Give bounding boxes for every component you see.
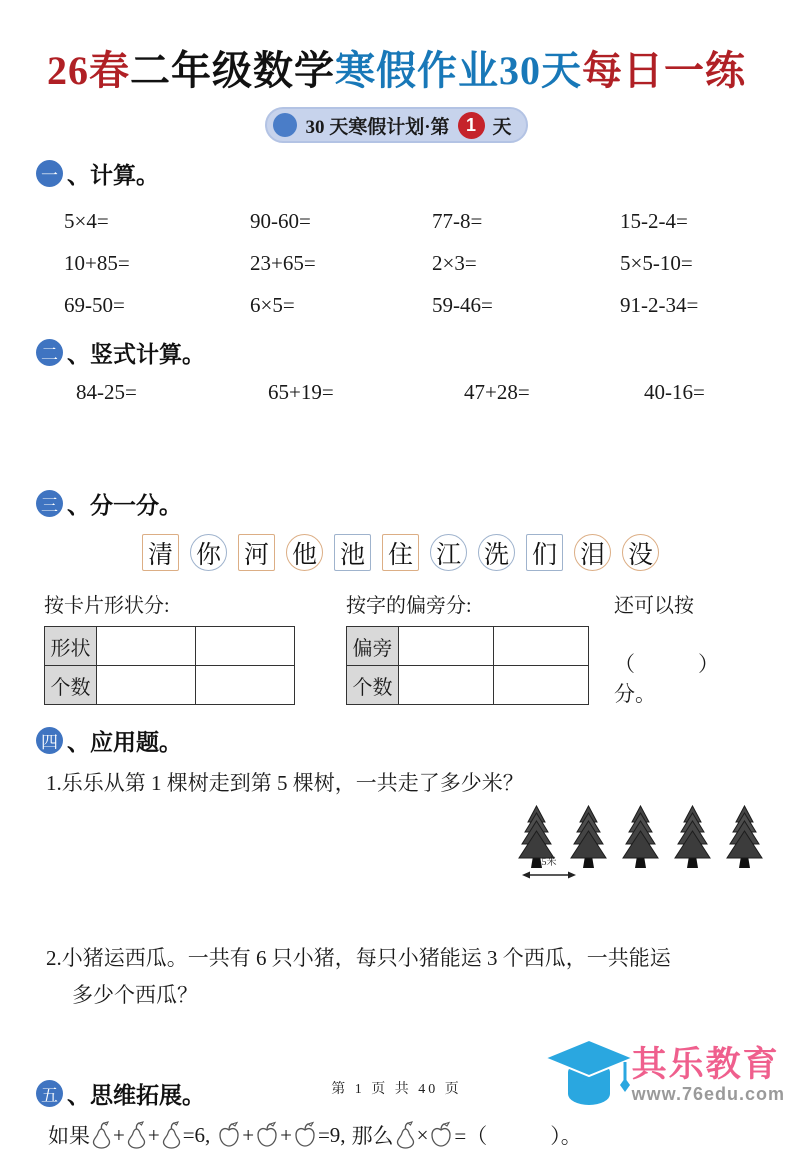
section-title: 、竖式计算。 bbox=[67, 342, 205, 367]
apple-icon bbox=[429, 1121, 453, 1149]
section-title: 、思维拓展。 bbox=[67, 1083, 205, 1109]
vertical-problem: 65+19= bbox=[268, 379, 334, 404]
trees-illustration bbox=[0, 802, 793, 898]
vertical-problem: 40-16= bbox=[644, 379, 705, 404]
card-char: 泪 bbox=[579, 541, 605, 569]
calc-problem: 5×5-10= bbox=[620, 250, 693, 275]
graduation-cap-icon bbox=[538, 1032, 638, 1120]
question-2 bbox=[46, 940, 793, 1014]
apple-icon bbox=[293, 1121, 317, 1149]
char-card bbox=[478, 534, 515, 571]
tree-distance-annotation bbox=[521, 858, 577, 886]
pear-icon bbox=[395, 1121, 416, 1149]
expr-text: =9, bbox=[317, 1122, 346, 1147]
calc-problem: 5×4= bbox=[64, 208, 109, 233]
char-card bbox=[526, 534, 563, 571]
question-2-line1: 2.小猪运西瓜。一共有 6 只小猪，每只小猪能运 3 个西瓜，一共能运 bbox=[46, 945, 671, 970]
calc-problem: 90-60= bbox=[250, 208, 311, 233]
radical-table-label: 按字的偏旁分: bbox=[346, 595, 472, 617]
plan-banner bbox=[265, 107, 527, 143]
radical-table-blank-cell bbox=[494, 627, 589, 666]
char-card bbox=[382, 534, 419, 571]
radical-table-blank-cell bbox=[399, 666, 494, 705]
calc-problem: 91-2-34= bbox=[620, 292, 699, 317]
radical-table-row2-header: 个数 bbox=[347, 666, 399, 705]
thinking-expression bbox=[48, 1120, 793, 1150]
expr-text: × bbox=[416, 1122, 429, 1147]
expr-text: + bbox=[242, 1122, 255, 1147]
card-char: 池 bbox=[339, 541, 365, 569]
expr-text: + bbox=[280, 1122, 292, 1147]
expr-text: =（ ）。 bbox=[454, 1124, 582, 1149]
card-char: 江 bbox=[435, 541, 461, 569]
card-char: 没 bbox=[627, 541, 653, 569]
shape-table-row2-header: 个数 bbox=[45, 666, 97, 705]
calc-problem: 77-8= bbox=[432, 208, 483, 233]
shape-table-blank-cell bbox=[196, 666, 295, 705]
apple-icon bbox=[255, 1121, 279, 1149]
char-card bbox=[238, 534, 275, 571]
sorting-tables-row bbox=[44, 589, 793, 708]
pine-tree-icon bbox=[618, 804, 663, 874]
pear-icon bbox=[91, 1121, 112, 1149]
char-card bbox=[286, 534, 323, 571]
section-word-problems-header bbox=[36, 724, 793, 757]
double-arrow-icon bbox=[521, 869, 577, 881]
char-card bbox=[190, 534, 227, 571]
question-1: 1.乐乐从第 1 棵树走到第 5 棵树，一共走了多少米？ bbox=[46, 771, 524, 795]
page-number: 第 1 页 共 40 页 bbox=[331, 1082, 462, 1097]
section-number-icon: 四 bbox=[36, 727, 63, 754]
char-card bbox=[142, 534, 179, 571]
section-number-icon: 二 bbox=[36, 339, 63, 366]
title-part-4: 每日一练 bbox=[582, 48, 746, 93]
section-number-icon: 三 bbox=[36, 490, 63, 517]
title-part-2: 二年级数学 bbox=[130, 48, 335, 93]
apple-icon bbox=[217, 1121, 241, 1149]
card-char: 洗 bbox=[483, 541, 509, 569]
radical-sort-block bbox=[346, 589, 614, 708]
shape-table-blank-cell bbox=[97, 627, 196, 666]
card-char: 他 bbox=[291, 541, 317, 569]
banner-text-before: 30 天寒假计划·第 bbox=[305, 116, 450, 138]
pine-tree-icon bbox=[722, 804, 767, 874]
vertical-problem: 84-25= bbox=[76, 379, 137, 404]
calc-problem: 59-46= bbox=[432, 292, 493, 317]
card-char: 你 bbox=[195, 541, 221, 569]
expr-text: 如果 bbox=[48, 1124, 90, 1149]
section-sort-header bbox=[36, 487, 793, 520]
calc-problem: 15-2-4= bbox=[620, 208, 688, 233]
calc-problem: 10+85= bbox=[64, 250, 130, 275]
radical-table-blank-cell bbox=[494, 666, 589, 705]
section-number-icon: 一 bbox=[36, 160, 63, 187]
section-calc-header bbox=[36, 157, 793, 190]
brand-name: 其乐教育 bbox=[631, 1045, 780, 1085]
calc-problem-grid bbox=[64, 200, 793, 326]
card-char: 河 bbox=[243, 541, 269, 569]
char-card bbox=[622, 534, 659, 571]
extra-sort-line1: 还可以按 bbox=[614, 595, 694, 617]
tree-distance-label: 5米 bbox=[541, 856, 557, 868]
pine-tree-icon bbox=[670, 804, 715, 874]
section-number-icon: 五 bbox=[36, 1080, 63, 1107]
char-card bbox=[430, 534, 467, 571]
calc-problem: 2×3= bbox=[432, 250, 477, 275]
extra-sort-line2: （ ）分。 bbox=[614, 652, 719, 706]
card-char: 住 bbox=[387, 541, 413, 569]
shape-table-blank-cell bbox=[97, 666, 196, 705]
shape-table bbox=[44, 626, 295, 705]
banner-text-after: 天 bbox=[492, 116, 512, 138]
expr-text: 那么 bbox=[351, 1124, 394, 1149]
card-char: 们 bbox=[531, 541, 557, 569]
char-card bbox=[574, 534, 611, 571]
title-part-3: 寒假作业30天 bbox=[335, 48, 582, 93]
card-char: 清 bbox=[147, 541, 173, 569]
expr-text: + bbox=[113, 1122, 125, 1147]
calc-problem: 69-50= bbox=[64, 292, 125, 317]
extra-sort-block bbox=[614, 589, 793, 708]
shape-table-row1-header: 形状 bbox=[45, 627, 97, 666]
day-number-badge: 1 bbox=[458, 112, 485, 139]
radical-table-blank-cell bbox=[399, 627, 494, 666]
radical-table-row1-header: 偏旁 bbox=[347, 627, 399, 666]
pear-icon bbox=[126, 1121, 147, 1149]
section-title: 、应用题。 bbox=[67, 730, 182, 755]
section-vertical-header bbox=[36, 336, 793, 369]
shape-table-blank-cell bbox=[196, 627, 295, 666]
expr-text: =6, bbox=[182, 1122, 211, 1147]
title-part-1: 26春 bbox=[47, 48, 130, 93]
page-title bbox=[0, 0, 793, 94]
expr-text: + bbox=[147, 1122, 160, 1147]
vertical-problem-grid bbox=[76, 377, 793, 407]
vertical-problem: 47+28= bbox=[464, 379, 530, 404]
character-cards bbox=[142, 534, 793, 571]
shape-sort-block bbox=[44, 589, 346, 708]
shape-table-label: 按卡片形状分: bbox=[44, 595, 170, 617]
section-title: 、分一分。 bbox=[67, 493, 182, 518]
char-card bbox=[334, 534, 371, 571]
question-2-line2: 多少个西瓜？ bbox=[72, 982, 198, 1007]
brand-logo bbox=[538, 1032, 785, 1120]
calc-problem: 23+65= bbox=[250, 250, 316, 275]
radical-table bbox=[346, 626, 589, 705]
section-title: 、计算。 bbox=[67, 163, 159, 188]
calc-problem: 6×5= bbox=[250, 292, 295, 317]
banner-dot-icon bbox=[273, 113, 297, 137]
pear-icon bbox=[161, 1121, 182, 1149]
brand-url: www.76edu.com bbox=[631, 1083, 785, 1104]
